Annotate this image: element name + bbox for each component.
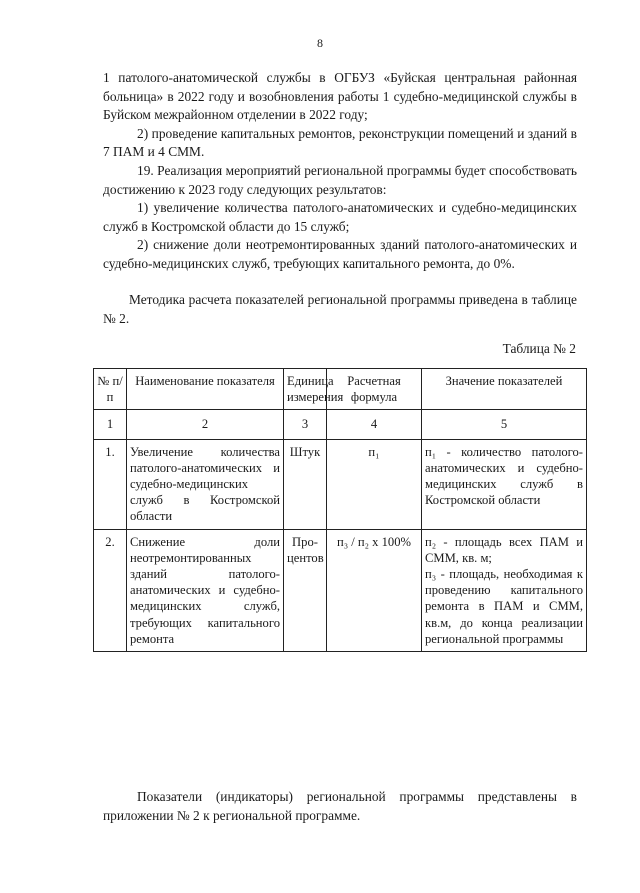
header-formula: Расчетная формула: [327, 369, 422, 410]
value-line: п₂ - площадь всех ПАМ и СММ, кв. м;: [425, 534, 583, 565]
header-unit: Единица измерения: [284, 369, 327, 410]
row-number: 2.: [94, 529, 127, 651]
footer-text-block: [103, 788, 577, 825]
body-text: [103, 69, 577, 274]
header-name: Наименование показателя: [127, 369, 284, 410]
indicator-formula: п₃ / п₂ х 100%: [327, 529, 422, 651]
table-row: [94, 529, 587, 651]
column-number: 5: [422, 410, 587, 439]
table-header-row: [94, 369, 587, 410]
header-number: № п/п: [94, 369, 127, 410]
footer-paragraph: Показатели (индикаторы) региональной программы представлены в приложении № 2 к региональной программе.: [103, 789, 577, 823]
header-value: Значение показателей: [422, 369, 587, 410]
indicator-name: Увеличение количества патолого-анатомических и судебно-медицинских служб в Костромской области: [127, 439, 284, 529]
indicator-value: п₁ - количество патолого-анатомических и судебно-медицинских служб в Костромской области: [422, 439, 587, 529]
table-row: [94, 439, 587, 529]
page-number: 8: [317, 36, 323, 50]
value-line: п₃ - площадь, необходимая к проведению капитального ремонта в ПАМ и СММ, кв.м, до конца реализации региональной программы: [425, 567, 583, 646]
indicator-unit: Штук: [284, 439, 327, 529]
method-paragraph: Методика расчета показателей региональной программы приведена в таблице № 2.: [103, 292, 577, 326]
paragraph: 2) снижение доли неотремонтированных зданий патолого-анатомических и судебно-медицинских служб, требующих капитального ремонта, до 0%.: [103, 237, 577, 271]
column-number: 3: [284, 410, 327, 439]
paragraph: 19. Реализация мероприятий региональной программы будет способствовать достижению к 2023 году следующих результатов:: [103, 162, 577, 197]
indicator-unit: Про-центов: [284, 529, 327, 651]
paragraph: 1) увеличение количества патолого-анатомических и судебно-медицинских служб в Костромской области до 15 служб;: [103, 200, 577, 234]
table-title: Таблица № 2: [502, 341, 576, 356]
column-number: 2: [127, 410, 284, 439]
method-text-block: [103, 291, 577, 328]
indicators-table: [93, 368, 587, 652]
paragraph: 1 патолого-анатомической службы в ОГБУЗ «Буйская центральная районная больница» в 2022 году и возобновления работы 1 судебно-медицинской службы в Буйском межрайонном отделении в 2022 году;: [103, 70, 577, 123]
paragraph: 2) проведение капитальных ремонтов, реконструкции помещений и зданий в 7 ПАМ и 4 СММ.: [103, 125, 577, 160]
column-number-row: [94, 410, 587, 439]
indicator-formula: п₁: [327, 439, 422, 529]
column-number: 4: [327, 410, 422, 439]
indicator-value: [422, 529, 587, 651]
column-number: 1: [94, 410, 127, 439]
indicator-name: Снижение доли неотремонтированных зданий патолого-анатомических и судебно-медицинских служб, требующих капитального ремонта: [127, 529, 284, 651]
row-number: 1.: [94, 439, 127, 529]
